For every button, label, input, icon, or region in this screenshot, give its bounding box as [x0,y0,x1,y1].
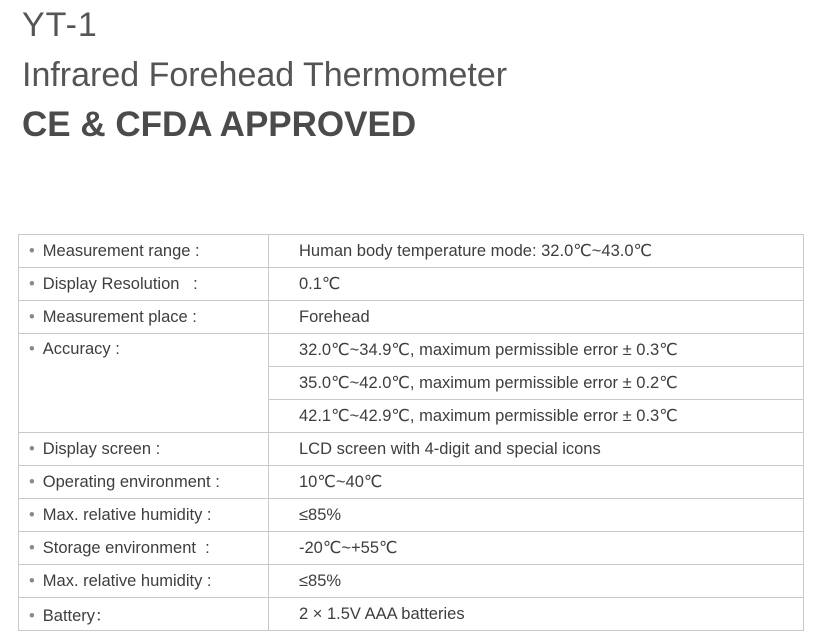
spec-row-operating-humidity [19,499,804,532]
spec-row-display-resolution [19,268,804,301]
spec-label-cell [19,235,269,268]
spec-label-cell [19,499,269,532]
spec-label-cell [19,598,269,631]
spec-value: 0.1℃ [269,268,804,301]
spec-table [18,234,804,631]
spec-label: Battery： [42,607,112,625]
bullet-marker: • [29,472,35,491]
spec-label-cell [19,532,269,565]
spec-row-display-screen [19,433,804,466]
model-name: YT-1 [22,6,98,44]
spec-row-operating-environment [19,466,804,499]
spec-row-accuracy [19,334,804,367]
spec-label: Max. relative humidity : [42,505,212,524]
bullet-marker: • [29,538,35,557]
spec-value: 2 × 1.5V AAA batteries [269,598,804,631]
spec-value: Human body temperature mode: 32.0℃~43.0℃ [269,235,804,268]
spec-value: 10℃~40℃ [269,466,804,499]
spec-row-measurement-range [19,235,804,268]
spec-label-cell [19,301,269,334]
accuracy-range-2: 35.0℃~42.0℃, maximum permissible error ± 0.2℃ [269,367,804,400]
bullet-marker: • [29,505,35,524]
approval-heading: CE & CFDA APPROVED [22,105,417,144]
spec-row-storage-humidity [19,565,804,598]
spec-label: Operating environment : [42,472,220,491]
bullet-marker: • [29,607,35,625]
bullet-marker: • [29,241,35,260]
accuracy-range-1: 32.0℃~34.9℃, maximum permissible error ± 0.3℃ [269,334,804,367]
bullet-marker: • [29,307,35,326]
spec-label-cell [19,466,269,499]
spec-label: Display screen : [42,439,161,458]
spec-label: Display Resolution : [42,274,198,293]
spec-label: Max. relative humidity : [42,571,212,590]
spec-label-cell [19,268,269,301]
spec-label: Accuracy : [42,340,120,358]
bullet-marker: • [29,571,35,590]
spec-label-cell [19,334,269,433]
spec-row-battery [19,598,804,631]
spec-value: ≤85% [269,565,804,598]
spec-value: Forehead [269,301,804,334]
spec-label: Measurement place : [42,307,197,326]
spec-value: -20℃~+55℃ [269,532,804,565]
spec-label: Storage environment : [42,538,210,557]
spec-row-storage-environment [19,532,804,565]
spec-label: Measurement range : [42,241,200,260]
spec-label-cell [19,565,269,598]
spec-value: LCD screen with 4-digit and special icons [269,433,804,466]
accuracy-range-3: 42.1℃~42.9℃, maximum permissible error ± 0.3℃ [269,400,804,433]
bullet-marker: • [29,340,35,358]
spec-value: ≤85% [269,499,804,532]
spec-label-cell [19,433,269,466]
product-name: Infrared Forehead Thermometer [22,56,508,94]
bullet-marker: • [29,274,35,293]
spec-row-measurement-place [19,301,804,334]
bullet-marker: • [29,439,35,458]
